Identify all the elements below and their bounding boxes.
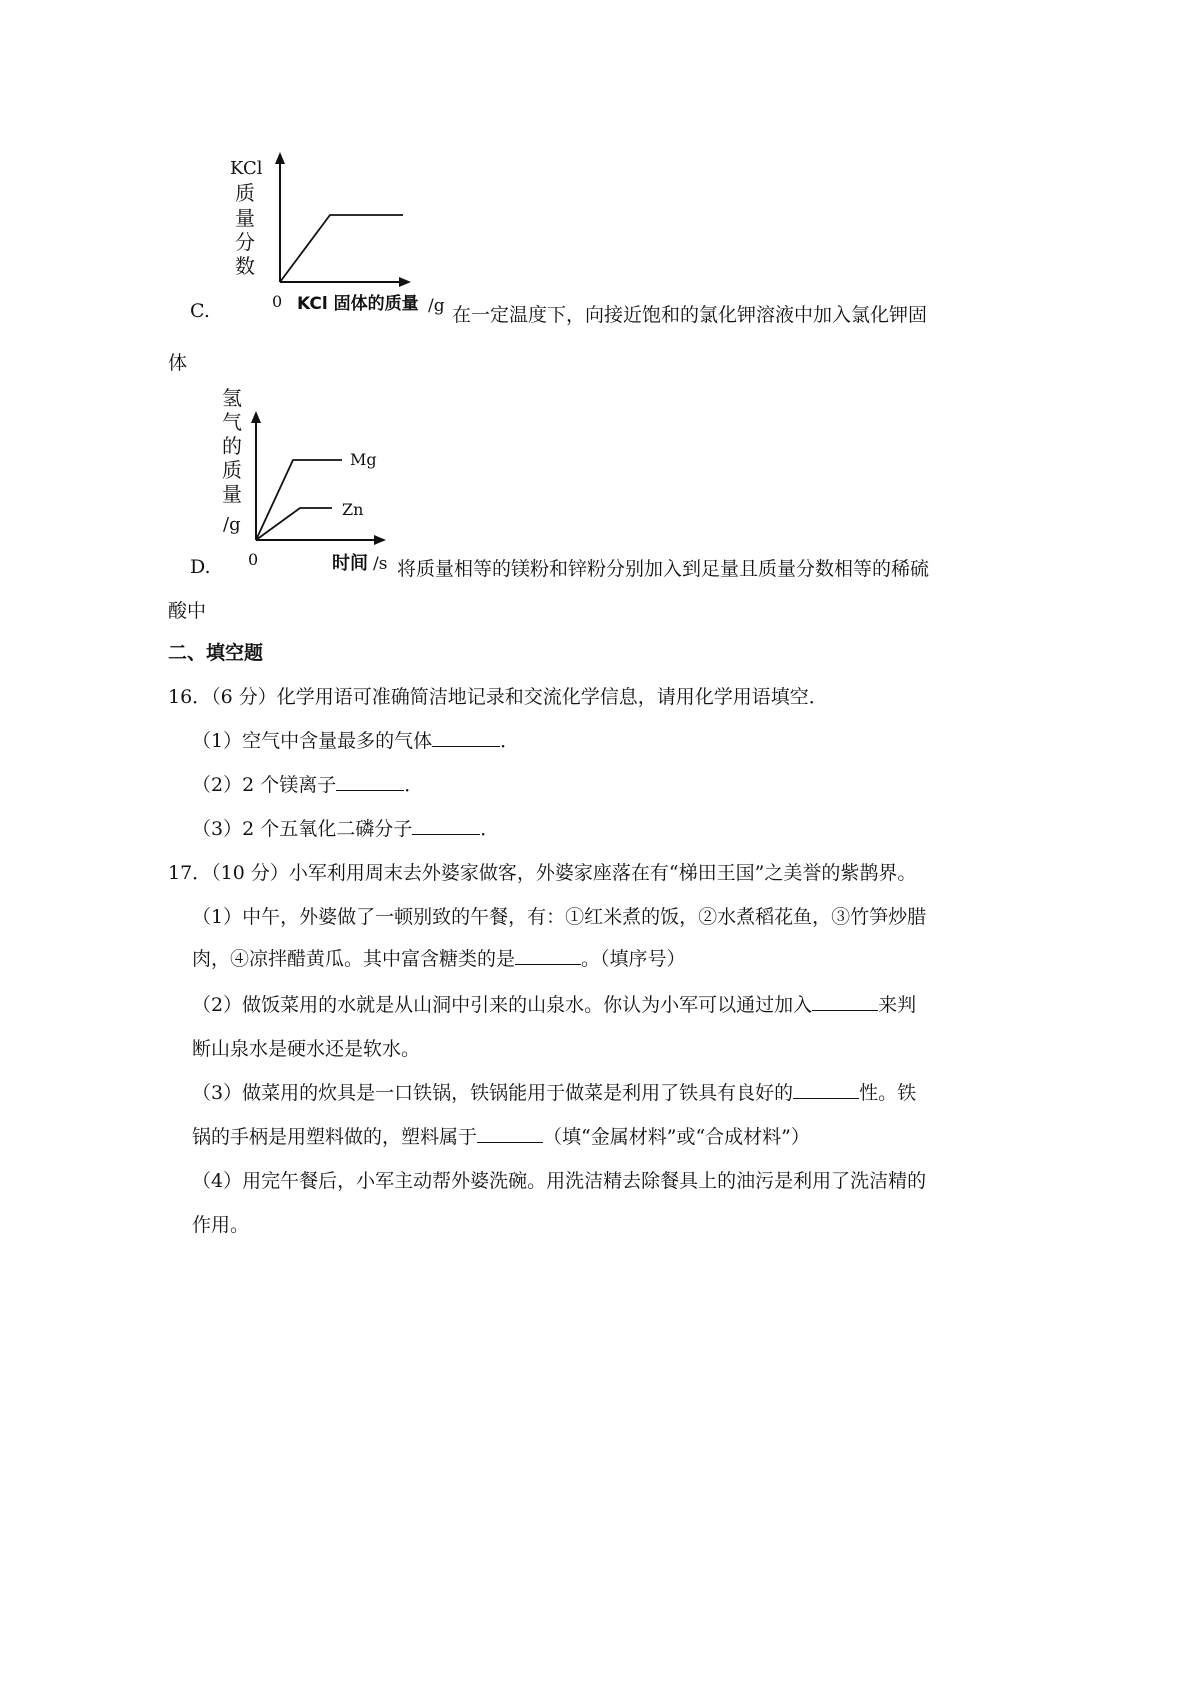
q17-sub3-hint: （填“金属材料”或“合成材料”） <box>543 1126 810 1148</box>
answer-blank[interactable] <box>412 815 480 835</box>
answer-blank[interactable] <box>432 727 500 747</box>
answer-blank[interactable] <box>793 1079 859 1099</box>
q17-sub1-text: 肉，④凉拌醋黄瓜。其中富含糖类的是 <box>192 948 516 970</box>
y-label-char: 气 <box>222 410 242 434</box>
period: ． <box>480 818 500 840</box>
period: ． <box>404 774 424 796</box>
origin-label: 0 <box>248 550 259 569</box>
y-label-char: 氢 <box>222 386 242 410</box>
q16-sub2 <box>192 770 423 797</box>
q17-sub1-line2 <box>192 944 686 971</box>
option-d-letter: D. <box>190 556 211 578</box>
q17-sub1-line1: （1）中午，外婆做了一顿别致的午餐，有：①红米煮的饭，②水煮稻花鱼，③竹笋炒腊 <box>192 906 927 928</box>
y-label-char: 的 <box>222 434 242 458</box>
q17-sub4-line2: 作用。 <box>192 1214 250 1236</box>
kcl-curve <box>280 215 403 282</box>
answer-blank[interactable] <box>812 991 878 1011</box>
q16-sub1 <box>192 726 519 753</box>
x-axis-label: KCl 固体的质量 <box>297 294 419 314</box>
q17-stem: 17．（10 分）小军利用周末去外婆家做客，外婆家座落在有“梯田王国”之美誉的紫鹊界。 <box>168 862 917 884</box>
y-label-char: 量 <box>222 482 242 506</box>
y-label-kcl: KCl <box>230 158 263 179</box>
hydrogen-mass-graph <box>220 385 400 585</box>
y-label-char: 量 <box>235 206 255 230</box>
x-axis-unit: /s <box>373 554 388 574</box>
option-c-text-cont: 体 <box>168 352 188 374</box>
q17-sub2-line2: 断山泉水是硬水还是软水。 <box>192 1038 421 1060</box>
y-axis-arrow <box>251 411 261 423</box>
q17-sub3-line2 <box>192 1122 810 1149</box>
answer-blank[interactable] <box>336 771 404 791</box>
kcl-mass-fraction-graph <box>225 150 465 355</box>
option-c-letter: C. <box>190 300 210 322</box>
y-label-char: 质 <box>222 458 242 482</box>
q16-sub3-text: （3）2 个五氧化二磷分子 <box>192 818 413 840</box>
q16-sub3 <box>192 814 499 841</box>
q17-sub3-text2: 锅的手柄是用塑料做的，塑料属于 <box>192 1126 478 1148</box>
x-axis-unit: /g <box>428 296 445 316</box>
x-axis-label: 时间 <box>332 553 368 574</box>
q17-sub1-hint: 。（填序号） <box>581 948 686 970</box>
section-title: 二、填空题 <box>168 642 264 664</box>
y-label-char: 数 <box>235 254 255 278</box>
q17-sub4-line1: （4）用完午餐后，小军主动帮外婆洗碗。用洗洁精去除餐具上的油污是利用了洗洁精的 <box>192 1170 927 1192</box>
q16-sub2-text: （2）2 个镁离子 <box>192 774 337 796</box>
y-axis-arrow <box>275 152 285 164</box>
option-d-text-cont: 酸中 <box>168 600 207 622</box>
q17-sub3-line1 <box>192 1078 916 1105</box>
answer-blank[interactable] <box>515 945 581 965</box>
origin-label: 0 <box>272 292 283 311</box>
y-axis-unit: /g <box>223 514 241 535</box>
q17-sub2-text-end: 来判 <box>878 994 917 1016</box>
period: ． <box>500 730 520 752</box>
option-c-text: 在一定温度下，向接近饱和的氯化钾溶液中加入氯化钾固 <box>452 304 928 326</box>
q16-sub1-text: （1）空气中含量最多的气体 <box>192 730 433 752</box>
q16-stem: 16．（6 分）化学用语可准确简洁地记录和交流化学信息，请用化学用语填空． <box>168 686 828 708</box>
q17-sub2-text: （2）做饭菜用的水就是从山洞中引来的山泉水。你认为小军可以通过加入 <box>192 994 813 1016</box>
y-label-char: 分 <box>235 230 255 254</box>
x-axis-arrow <box>374 535 386 545</box>
series-label-zn: Zn <box>342 500 364 519</box>
series-label-mg: Mg <box>350 450 377 469</box>
answer-blank[interactable] <box>477 1123 543 1143</box>
option-d-text: 将质量相等的镁粉和锌粉分别加入到足量且质量分数相等的稀硫 <box>397 558 930 580</box>
zn-curve <box>256 508 332 540</box>
q17-sub2-line1 <box>192 990 916 1017</box>
q17-sub3-text-end: 性。铁 <box>859 1082 917 1104</box>
mg-curve <box>256 460 342 540</box>
x-axis-arrow <box>399 277 411 287</box>
q17-sub3-text: （3）做菜用的炊具是一口铁锅，铁锅能用于做菜是利用了铁具有良好的 <box>192 1082 794 1104</box>
y-label-char: 质 <box>235 181 255 205</box>
